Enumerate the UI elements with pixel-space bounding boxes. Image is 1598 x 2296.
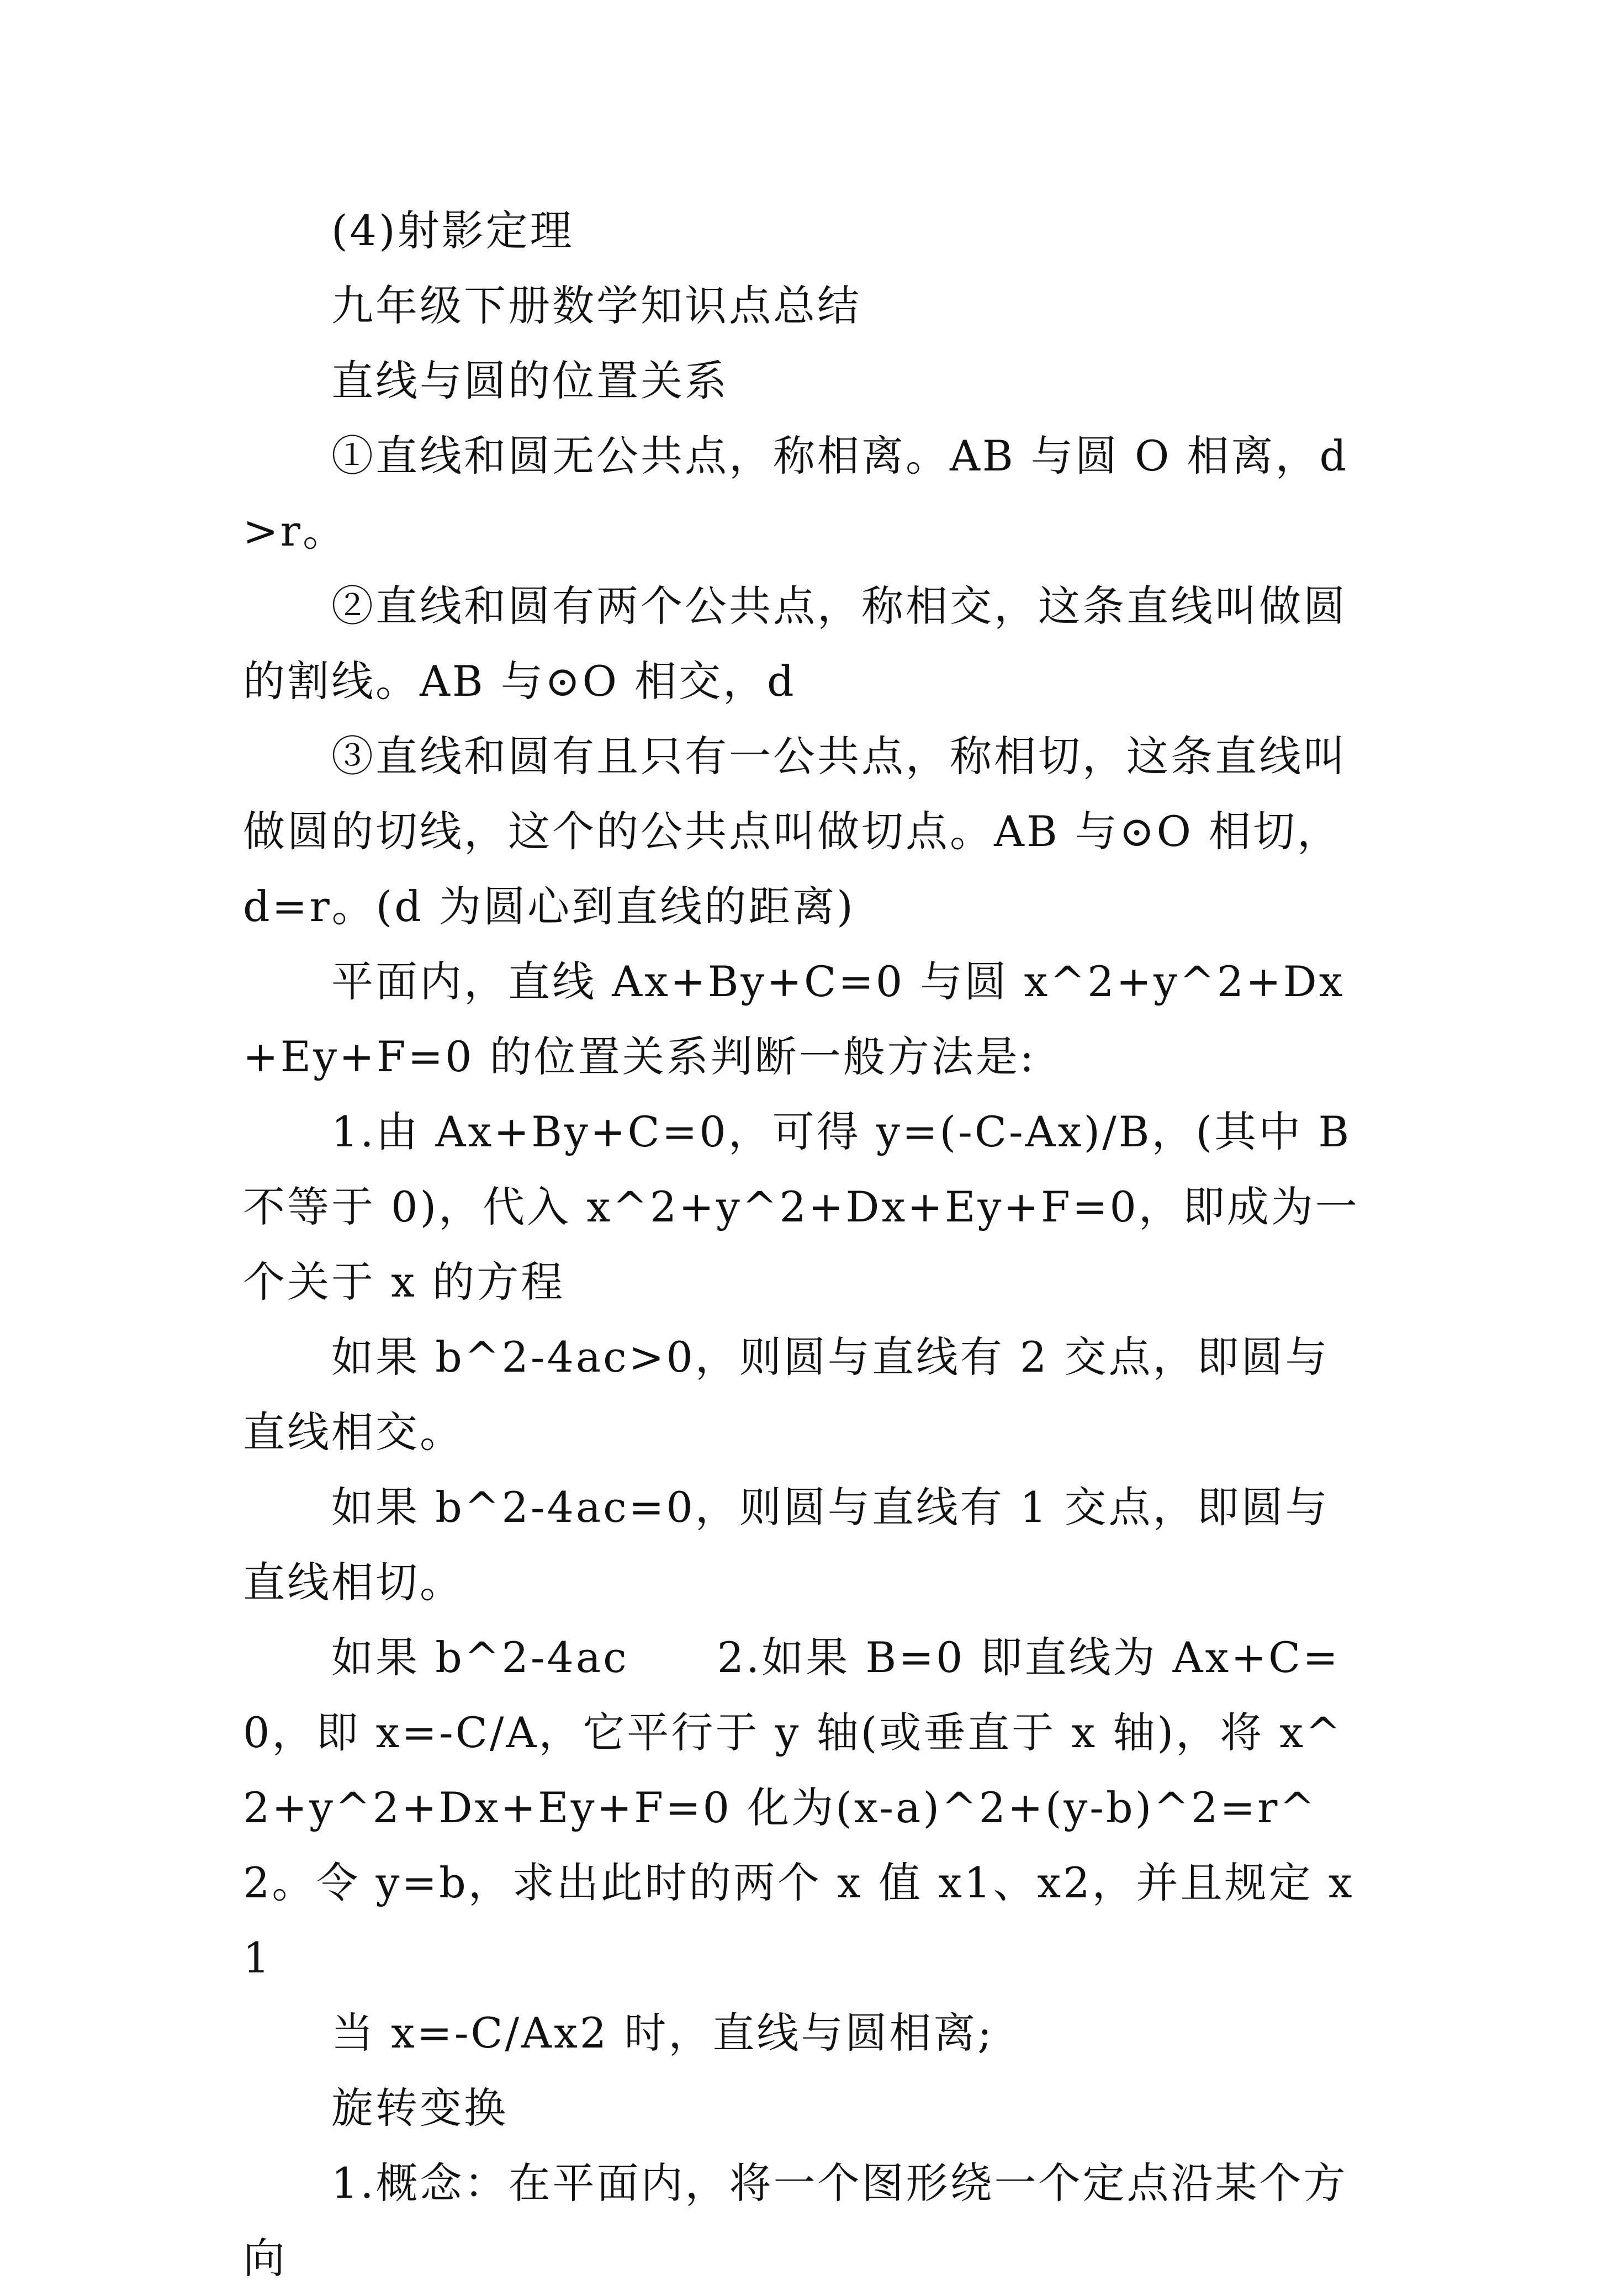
paragraph-method-step-1: 1.由 Ax+By+C=0，可得 y=(-C-Ax)/B，(其中 B 不等于 0)，代入 x^2+y^2+Dx+Ey+F=0，即成为一个关于 x 的方程	[243, 1107, 1359, 1306]
paragraph-separate: ①直线和圆无公共点，称相离。AB 与圆 O 相离，d>r。	[243, 431, 1349, 556]
paragraph-discriminant-zero: 如果 b^2-4ac=0，则圆与直线有 1 交点，即圆与直线相切。	[243, 1483, 1330, 1607]
paragraph-projection-theorem: (4)射影定理	[331, 206, 574, 255]
paragraph-rotation-heading: 旋转变换	[331, 2083, 508, 2133]
paragraph-rotation-concept: 1.概念：在平面内，将一个图形绕一个定点沿某个方向	[243, 2159, 1348, 2283]
document-body	[243, 193, 1369, 2296]
paragraph-tangent: ③直线和圆有且只有一公共点，称相切，这条直线叫做圆的切线，这个的公共点叫做切点。AB 与⊙O 相切，d=r。(d 为圆心到直线的距离)	[243, 732, 1347, 931]
paragraph-method-step-2: 如果 b^2-4ac 2.如果 B=0 即直线为 Ax+C=0，即 x=-C/A，它平行于 y 轴(或垂直于 x 轴)，将 x^2+y^2+Dx+Ey+F=0 化为(x-a)^2+(y-b)^2=r^2。令 y=b，求出此时的两个 x 值 x1、x2，并且规定 x1	[243, 1633, 1354, 1982]
paragraph-section-title: 九年级下册数学知识点总结	[331, 281, 861, 330]
paragraph-separate-condition: 当 x=-C/Ax2 时，直线与圆相离;	[331, 2008, 994, 2057]
paragraph-discriminant-positive: 如果 b^2-4ac>0，则圆与直线有 2 交点，即圆与直线相交。	[243, 1332, 1330, 1457]
paragraph-intersect: ②直线和圆有两个公共点，称相交，这条直线叫做圆的割线。AB 与⊙O 相交，d	[243, 581, 1347, 706]
paragraph-general-method: 平面内，直线 Ax+By+C=0 与圆 x^2+y^2+Dx+Ey+F=0 的位置关系判断一般方法是:	[243, 957, 1345, 1081]
paragraph-line-circle-heading: 直线与圆的位置关系	[331, 356, 729, 405]
